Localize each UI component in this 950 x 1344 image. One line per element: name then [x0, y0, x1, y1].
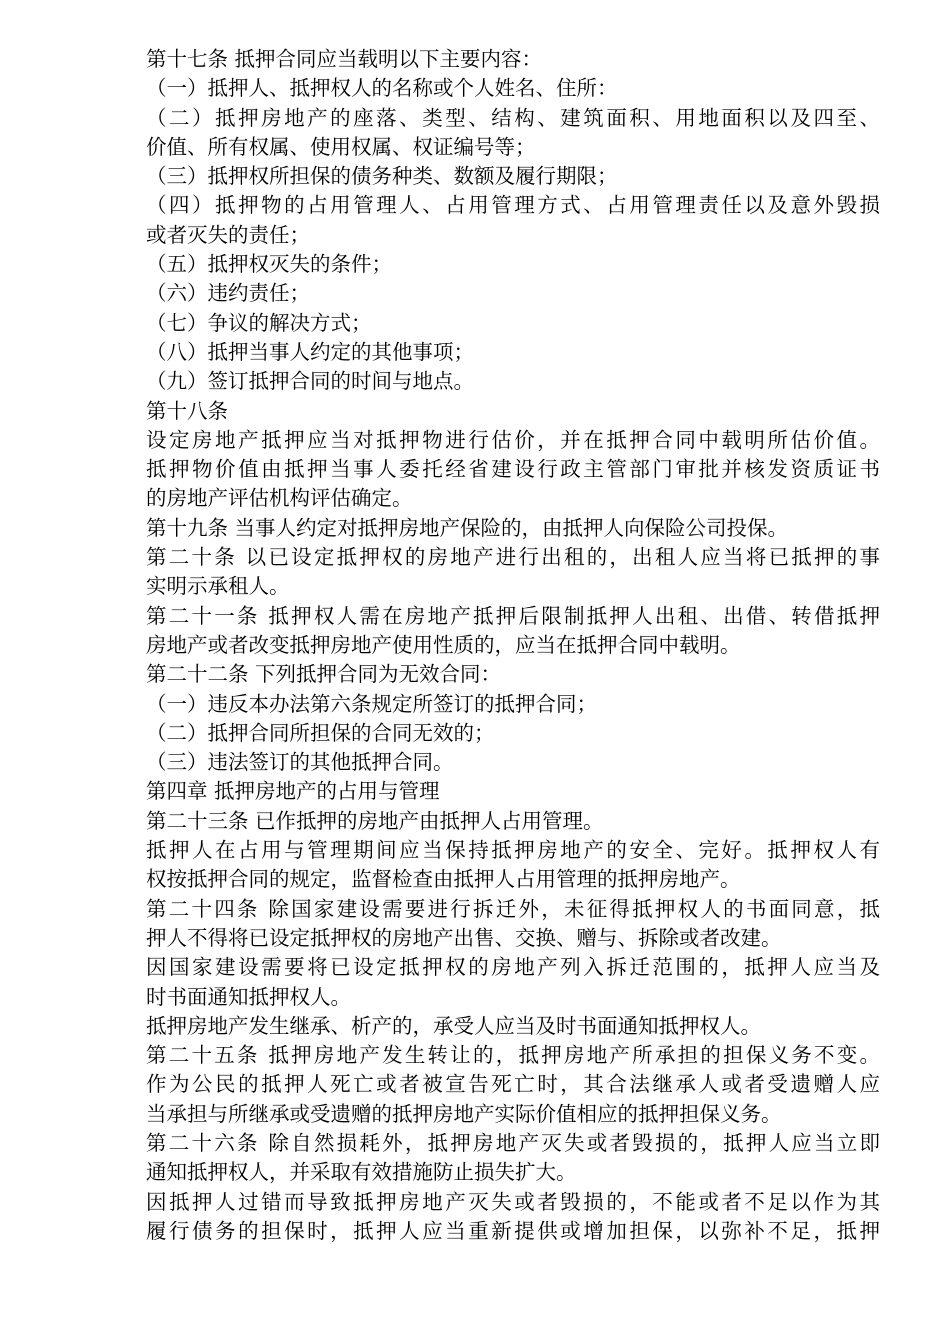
text-line: 第二十四条 除国家建设需要进行拆迁外，未征得抵押权人的书面同意，抵: [146, 896, 880, 921]
text-line: 设定房地产抵押应当对抵押物进行估价，并在抵押合同中载明所估价值。: [146, 427, 880, 452]
text-line: （一）抵押人、抵押权人的名称或个人姓名、住所：: [146, 76, 618, 101]
text-line: （三）抵押权所担保的债务种类、数额及履行期限；: [146, 164, 618, 189]
text-line: 第二十六条 除自然损耗外，抵押房地产灭失或者毁损的，抵押人应当立即: [146, 1130, 880, 1155]
text-line: （七）争议的解决方式；: [146, 310, 372, 335]
text-line: 第二十三条 已作抵押的房地产由抵押人占用管理。: [146, 808, 604, 833]
text-line: 第四章 抵押房地产的占用与管理: [146, 779, 440, 804]
text-line: 履行债务的担保时，抵押人应当重新提供或增加担保，以弥补不足，抵押: [146, 1218, 880, 1243]
text-line: 的房地产评估机构评估确定。: [146, 486, 413, 511]
text-line: 实明示承租人。: [146, 574, 290, 599]
text-line: 通知抵押权人，并采取有效措施防止损失扩大。: [146, 1160, 577, 1185]
text-line: 价值、所有权属、使用权属、权证编号等；: [146, 134, 536, 159]
text-line: 权按抵押合同的规定，监督检查由抵押人占用管理的抵押房地产。: [146, 867, 741, 892]
text-line: （二）抵押合同所担保的合同无效的；: [146, 720, 495, 745]
text-line: 时书面通知抵押权人。: [146, 984, 351, 1009]
text-line: 第十七条 抵押合同应当载明以下主要内容：: [146, 47, 543, 71]
text-line: （二）抵押房地产的座落、类型、结构、建筑面积、用地面积以及四至、: [146, 105, 880, 130]
document-page: [146, 45, 880, 1246]
text-line: 第二十五条 抵押房地产发生转让的，抵押房地产所承担的担保义务不变。: [146, 1043, 880, 1068]
text-line: 第十八条: [146, 398, 228, 423]
text-line: （六）违约责任；: [146, 281, 310, 306]
text-line: 因国家建设需要将已设定抵押权的房地产列入拆迁范围的，抵押人应当及: [146, 955, 880, 980]
text-line: 或者灭失的责任；: [146, 222, 310, 247]
text-line: 因抵押人过错而导致抵押房地产灭失或者毁损的，不能或者不足以作为其: [146, 1189, 880, 1214]
text-line: 房地产或者改变抵押房地产使用性质的，应当在抵押合同中载明。: [146, 632, 741, 657]
text-line: 第十九条 当事人约定对抵押房地产保险的，由抵押人向保险公司投保。: [146, 515, 789, 540]
text-line: 第二十一条 抵押权人需在房地产抵押后限制抵押人出租、出借、转借抵押: [146, 603, 880, 628]
text-line: （一）违反本办法第六条规定所签订的抵押合同；: [146, 691, 597, 716]
text-line: 第二十条 以已设定抵押权的房地产进行出租的，出租人应当将已抵押的事: [146, 545, 880, 570]
text-line: （三）违法签订的其他抵押合同。: [146, 750, 454, 775]
text-line: 抵押人在占用与管理期间应当保持抵押房地产的安全、完好。抵押权人有: [146, 838, 880, 863]
text-line: （四）抵押物的占用管理人、占用管理方式、占用管理责任以及意外毁损: [146, 193, 880, 218]
text-line: 押人不得将已设定抵押权的房地产出售、交换、赠与、拆除或者改建。: [146, 925, 782, 950]
text-line: （五）抵押权灭失的条件；: [146, 252, 392, 277]
text-line: 作为公民的抵押人死亡或者被宣告死亡时，其合法继承人或者受遗赠人应: [146, 1072, 880, 1097]
text-line: 第二十二条 下列抵押合同为无效合同：: [146, 662, 502, 687]
document-body: [146, 45, 880, 1246]
text-line: 当承担与所继承或受遗赠的抵押房地产实际价值相应的抵押担保义务。: [146, 1101, 782, 1126]
text-line: 抵押物价值由抵押当事人委托经省建设行政主管部门审批并核发资质证书: [146, 457, 880, 482]
text-line: 抵押房地产发生继承、析产的，承受人应当及时书面通知抵押权人。: [146, 1013, 761, 1038]
text-line: （九）签订抵押合同的时间与地点。: [146, 369, 474, 394]
text-line: （八）抵押当事人约定的其他事项；: [146, 339, 474, 364]
